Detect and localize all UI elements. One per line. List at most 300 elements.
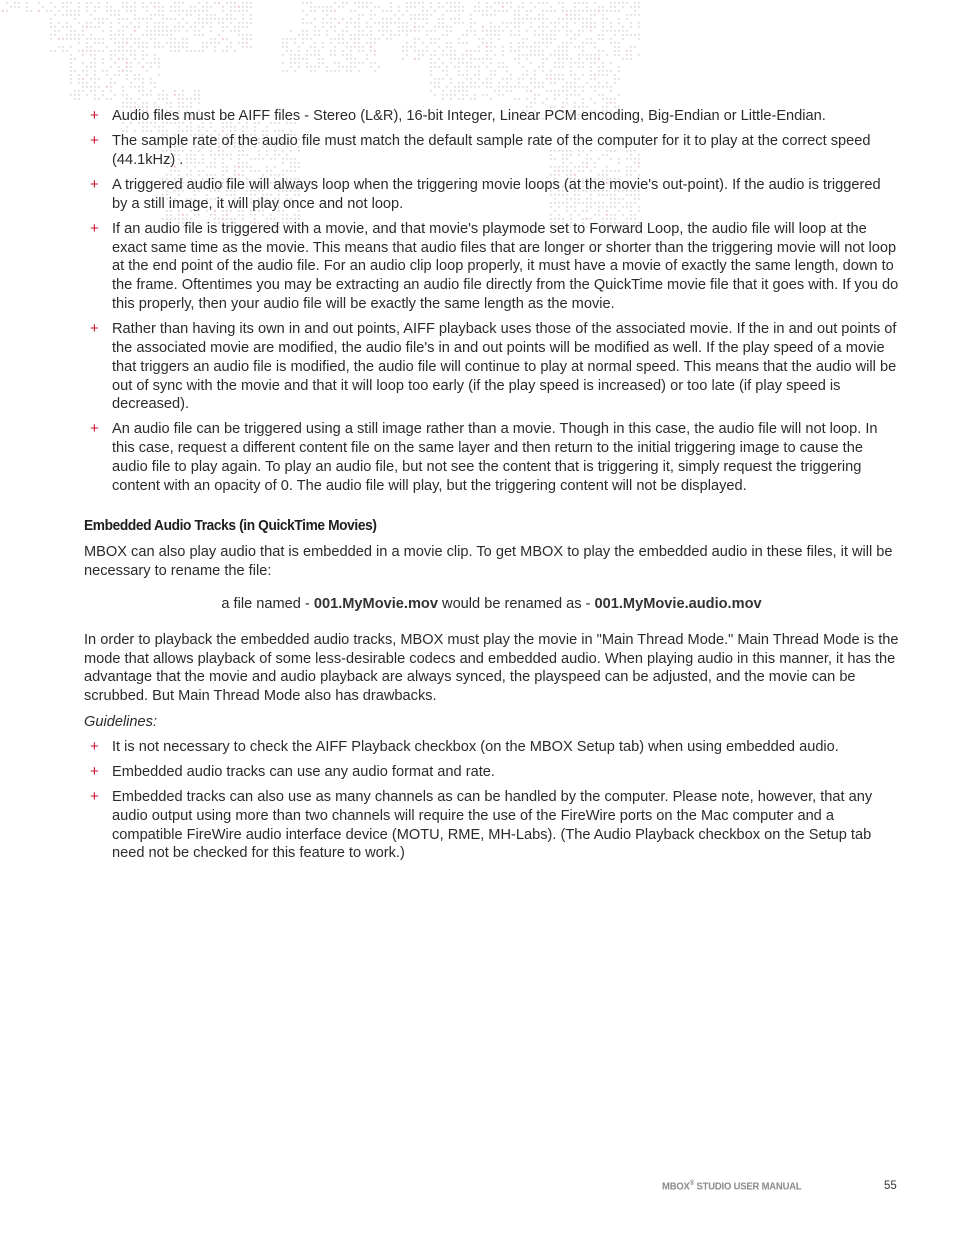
list-item-text: It is not necessary to check the AIFF Playback checkbox (on the MBOX Setup tab) when using embedded audio. xyxy=(112,738,839,755)
map-dot xyxy=(490,42,492,44)
map-dot xyxy=(522,22,524,24)
map-dot xyxy=(422,50,424,52)
map-dot xyxy=(114,54,116,56)
map-dot xyxy=(130,6,132,8)
map-dot xyxy=(518,22,520,24)
map-dot xyxy=(526,30,528,32)
map-dot xyxy=(310,66,312,68)
map-dot xyxy=(170,46,172,48)
map-dot xyxy=(58,38,60,40)
map-dot xyxy=(598,74,600,76)
map-dot xyxy=(190,50,192,52)
map-dot xyxy=(474,10,476,12)
map-dot xyxy=(154,58,156,60)
map-dot xyxy=(386,38,388,40)
map-dot xyxy=(438,86,440,88)
map-dot xyxy=(142,86,144,88)
map-dot xyxy=(382,18,384,20)
map-dot xyxy=(90,78,92,80)
map-dot xyxy=(154,30,156,32)
map-dot xyxy=(166,42,168,44)
map-dot xyxy=(354,46,356,48)
map-dot xyxy=(14,6,16,8)
map-dot xyxy=(446,74,448,76)
map-dot xyxy=(402,14,404,16)
map-dot xyxy=(554,10,556,12)
map-dot xyxy=(94,50,96,52)
map-dot xyxy=(622,58,624,60)
map-dot xyxy=(478,66,480,68)
map-dot xyxy=(114,34,116,36)
map-dot xyxy=(518,54,520,56)
map-dot xyxy=(522,18,524,20)
map-dot xyxy=(298,50,300,52)
map-dot xyxy=(218,22,220,24)
map-dot xyxy=(178,102,180,104)
map-dot xyxy=(582,54,584,56)
map-dot xyxy=(366,34,368,36)
map-dot xyxy=(566,10,568,12)
map-dot xyxy=(338,6,340,8)
map-dot xyxy=(522,78,524,80)
map-dot xyxy=(538,18,540,20)
map-dot xyxy=(390,2,392,4)
map-dot xyxy=(594,10,596,12)
map-dot xyxy=(74,18,76,20)
map-dot xyxy=(66,38,68,40)
map-dot xyxy=(454,90,456,92)
map-dot xyxy=(390,30,392,32)
map-dot xyxy=(470,86,472,88)
map-dot xyxy=(358,50,360,52)
map-dot xyxy=(102,22,104,24)
map-dot xyxy=(118,58,120,60)
map-dot xyxy=(538,66,540,68)
map-dot xyxy=(346,46,348,48)
map-dot xyxy=(58,22,60,24)
map-dot xyxy=(610,2,612,4)
map-dot xyxy=(178,26,180,28)
map-dot xyxy=(458,82,460,84)
map-dot xyxy=(154,22,156,24)
map-dot xyxy=(582,30,584,32)
map-dot xyxy=(546,42,548,44)
map-dot xyxy=(202,50,204,52)
map-dot xyxy=(638,2,640,4)
map-dot xyxy=(338,34,340,36)
map-dot xyxy=(134,26,136,28)
map-dot xyxy=(322,22,324,24)
map-dot xyxy=(198,10,200,12)
map-dot xyxy=(146,26,148,28)
map-dot xyxy=(90,34,92,36)
map-dot xyxy=(146,46,148,48)
map-dot xyxy=(486,58,488,60)
map-dot xyxy=(366,2,368,4)
map-dot xyxy=(126,18,128,20)
map-dot xyxy=(602,26,604,28)
map-dot xyxy=(90,66,92,68)
map-dot xyxy=(582,26,584,28)
map-dot xyxy=(94,74,96,76)
map-dot xyxy=(514,98,516,100)
map-dot xyxy=(546,58,548,60)
map-dot xyxy=(70,2,72,4)
map-dot xyxy=(442,18,444,20)
map-dot xyxy=(602,74,604,76)
map-dot xyxy=(126,94,128,96)
map-dot xyxy=(554,90,556,92)
map-dot xyxy=(450,50,452,52)
map-dot xyxy=(242,34,244,36)
map-dot xyxy=(110,66,112,68)
map-dot xyxy=(62,14,64,16)
map-dot xyxy=(114,14,116,16)
map-dot xyxy=(386,22,388,24)
map-dot xyxy=(446,46,448,48)
map-dot xyxy=(350,70,352,72)
map-dot xyxy=(150,94,152,96)
map-dot xyxy=(630,6,632,8)
map-dot xyxy=(558,18,560,20)
map-dot xyxy=(74,30,76,32)
map-dot xyxy=(598,66,600,68)
guidelines-label: Guidelines: xyxy=(84,714,158,730)
map-dot xyxy=(506,26,508,28)
map-dot xyxy=(454,58,456,60)
map-dot xyxy=(38,2,40,4)
map-dot xyxy=(378,30,380,32)
map-dot xyxy=(618,22,620,24)
map-dot xyxy=(462,58,464,60)
map-dot xyxy=(322,46,324,48)
map-dot xyxy=(578,34,580,36)
map-dot xyxy=(466,34,468,36)
map-dot xyxy=(58,30,60,32)
map-dot xyxy=(502,86,504,88)
map-dot xyxy=(598,50,600,52)
map-dot xyxy=(246,38,248,40)
map-dot xyxy=(66,50,68,52)
map-dot xyxy=(98,26,100,28)
map-dot xyxy=(162,94,164,96)
guideline-item xyxy=(84,788,899,863)
map-dot xyxy=(394,14,396,16)
map-dot xyxy=(562,50,564,52)
map-dot xyxy=(450,2,452,4)
map-dot xyxy=(586,58,588,60)
map-dot xyxy=(174,94,176,96)
map-dot xyxy=(434,54,436,56)
map-dot xyxy=(370,66,372,68)
map-dot xyxy=(130,98,132,100)
map-dot xyxy=(110,34,112,36)
map-dot xyxy=(538,34,540,36)
map-dot xyxy=(230,10,232,12)
map-dot xyxy=(354,26,356,28)
map-dot xyxy=(506,90,508,92)
map-dot xyxy=(214,2,216,4)
map-dot xyxy=(122,50,124,52)
map-dot xyxy=(570,10,572,12)
map-dot xyxy=(374,62,376,64)
map-dot xyxy=(74,90,76,92)
map-dot xyxy=(178,30,180,32)
map-dot xyxy=(234,6,236,8)
map-dot xyxy=(482,62,484,64)
map-dot xyxy=(538,82,540,84)
map-dot xyxy=(450,62,452,64)
map-dot xyxy=(142,18,144,20)
map-dot xyxy=(138,26,140,28)
map-dot xyxy=(158,62,160,64)
map-dot xyxy=(582,2,584,4)
map-dot xyxy=(322,6,324,8)
map-dot xyxy=(330,26,332,28)
map-dot xyxy=(610,86,612,88)
map-dot xyxy=(418,26,420,28)
map-dot xyxy=(470,26,472,28)
list-item-text: The sample rate of the audio file must match the default sample rate of the computer for it to play at the correct speed (44.1kHz) . xyxy=(112,133,871,168)
map-dot xyxy=(490,30,492,32)
map-dot xyxy=(374,70,376,72)
map-dot xyxy=(546,2,548,4)
map-dot xyxy=(166,102,168,104)
map-dot xyxy=(342,34,344,36)
map-dot xyxy=(566,98,568,100)
map-dot xyxy=(354,38,356,40)
map-dot xyxy=(206,14,208,16)
map-dot xyxy=(498,62,500,64)
map-dot xyxy=(86,94,88,96)
map-dot xyxy=(206,2,208,4)
map-dot xyxy=(538,94,540,96)
map-dot xyxy=(578,30,580,32)
map-dot xyxy=(406,34,408,36)
map-dot xyxy=(478,2,480,4)
map-dot xyxy=(406,54,408,56)
map-dot xyxy=(370,42,372,44)
map-dot xyxy=(506,2,508,4)
map-dot xyxy=(210,14,212,16)
map-dot xyxy=(550,74,552,76)
map-dot xyxy=(442,62,444,64)
map-dot xyxy=(74,58,76,60)
map-dot xyxy=(562,74,564,76)
map-dot xyxy=(518,86,520,88)
map-dot xyxy=(346,70,348,72)
map-dot xyxy=(554,74,556,76)
map-dot xyxy=(342,66,344,68)
map-dot xyxy=(546,74,548,76)
map-dot xyxy=(186,14,188,16)
map-dot xyxy=(530,22,532,24)
map-dot xyxy=(70,14,72,16)
map-dot xyxy=(74,34,76,36)
page-content xyxy=(84,107,899,869)
map-dot xyxy=(310,54,312,56)
map-dot xyxy=(466,86,468,88)
map-dot xyxy=(606,86,608,88)
map-dot xyxy=(566,46,568,48)
map-dot xyxy=(498,82,500,84)
map-dot xyxy=(534,54,536,56)
map-dot xyxy=(638,38,640,40)
map-dot xyxy=(518,34,520,36)
map-dot xyxy=(74,10,76,12)
map-dot xyxy=(474,74,476,76)
map-dot xyxy=(150,2,152,4)
map-dot xyxy=(146,94,148,96)
map-dot xyxy=(90,38,92,40)
map-dot xyxy=(214,46,216,48)
map-dot xyxy=(342,54,344,56)
map-dot xyxy=(562,86,564,88)
map-dot xyxy=(186,30,188,32)
map-dot xyxy=(562,54,564,56)
map-dot xyxy=(342,42,344,44)
map-dot xyxy=(526,86,528,88)
map-dot xyxy=(206,46,208,48)
map-dot xyxy=(102,62,104,64)
map-dot xyxy=(78,42,80,44)
map-dot xyxy=(122,54,124,56)
map-dot xyxy=(110,82,112,84)
map-dot xyxy=(102,94,104,96)
map-dot xyxy=(114,94,116,96)
map-dot xyxy=(306,2,308,4)
map-dot xyxy=(86,66,88,68)
map-dot xyxy=(550,82,552,84)
map-dot xyxy=(158,98,160,100)
map-dot xyxy=(162,46,164,48)
map-dot xyxy=(150,66,152,68)
map-dot xyxy=(490,58,492,60)
map-dot xyxy=(298,66,300,68)
map-dot xyxy=(234,26,236,28)
map-dot xyxy=(542,18,544,20)
map-dot xyxy=(446,42,448,44)
map-dot xyxy=(426,22,428,24)
map-dot xyxy=(242,42,244,44)
map-dot xyxy=(94,82,96,84)
map-dot xyxy=(426,34,428,36)
map-dot xyxy=(434,62,436,64)
map-dot xyxy=(334,30,336,32)
map-dot xyxy=(494,46,496,48)
map-dot xyxy=(326,14,328,16)
map-dot xyxy=(230,18,232,20)
map-dot xyxy=(562,62,564,64)
map-dot xyxy=(358,14,360,16)
map-dot xyxy=(166,34,168,36)
map-dot xyxy=(178,22,180,24)
map-dot xyxy=(126,10,128,12)
map-dot xyxy=(542,26,544,28)
map-dot xyxy=(322,18,324,20)
map-dot xyxy=(370,10,372,12)
map-dot xyxy=(142,34,144,36)
map-dot xyxy=(98,98,100,100)
map-dot xyxy=(534,46,536,48)
map-dot xyxy=(310,46,312,48)
map-dot xyxy=(126,98,128,100)
map-dot xyxy=(134,38,136,40)
map-dot xyxy=(558,2,560,4)
list-item xyxy=(84,176,899,214)
map-dot xyxy=(398,26,400,28)
map-dot xyxy=(610,6,612,8)
map-dot xyxy=(210,22,212,24)
map-dot xyxy=(322,26,324,28)
map-dot xyxy=(618,66,620,68)
map-dot xyxy=(582,50,584,52)
map-dot xyxy=(242,10,244,12)
map-dot xyxy=(102,58,104,60)
map-dot xyxy=(414,38,416,40)
map-dot xyxy=(94,94,96,96)
map-dot xyxy=(566,34,568,36)
map-dot xyxy=(542,10,544,12)
example-original-filename: 001.MyMovie.mov xyxy=(313,596,438,613)
map-dot xyxy=(110,14,112,16)
map-dot xyxy=(82,82,84,84)
list-item xyxy=(84,107,899,126)
map-dot xyxy=(498,30,500,32)
map-dot xyxy=(406,26,408,28)
map-dot xyxy=(230,46,232,48)
map-dot xyxy=(126,62,128,64)
map-dot xyxy=(586,82,588,84)
map-dot xyxy=(582,102,584,104)
map-dot xyxy=(66,34,68,36)
map-dot xyxy=(510,90,512,92)
map-dot xyxy=(538,42,540,44)
map-dot xyxy=(78,78,80,80)
map-dot xyxy=(446,94,448,96)
map-dot xyxy=(150,18,152,20)
map-dot xyxy=(98,86,100,88)
map-dot xyxy=(330,18,332,20)
map-dot xyxy=(62,6,64,8)
map-dot xyxy=(142,78,144,80)
map-dot xyxy=(86,2,88,4)
map-dot xyxy=(134,42,136,44)
list-item xyxy=(84,320,899,414)
manual-title xyxy=(662,1180,801,1193)
map-dot xyxy=(134,6,136,8)
map-dot xyxy=(350,54,352,56)
map-dot xyxy=(490,34,492,36)
map-dot xyxy=(454,10,456,12)
map-dot xyxy=(166,98,168,100)
map-dot xyxy=(358,22,360,24)
section-intro: MBOX can also play audio that is embedded in a movie clip. To get MBOX to play the embedded audio in these files, it will be necessary to rename the file: xyxy=(84,544,893,580)
map-dot xyxy=(138,90,140,92)
map-dot xyxy=(378,66,380,68)
map-dot xyxy=(314,66,316,68)
map-dot xyxy=(94,70,96,72)
map-dot xyxy=(198,34,200,36)
map-dot xyxy=(362,6,364,8)
map-dot xyxy=(490,78,492,80)
map-dot xyxy=(154,62,156,64)
list-item-text: If an audio file is triggered with a movie, and that movie's playmode set to Forward Loop, the audio file will loop at the exact same time as the movie. This means that audio files that are longer or shorter than the triggering movie will not loop at the end point of the audio file. For an audio clip loop properly, it must have a movie of exactly the same length, down to the frame. Oftentimes you may be extracting an audio file directly from the QuickTime movie file that it goes with. If you do this properly, then your audio file will be exactly the same length as the movie. xyxy=(112,220,899,313)
map-dot xyxy=(434,94,436,96)
map-dot xyxy=(54,34,56,36)
map-dot xyxy=(430,82,432,84)
map-dot xyxy=(486,42,488,44)
